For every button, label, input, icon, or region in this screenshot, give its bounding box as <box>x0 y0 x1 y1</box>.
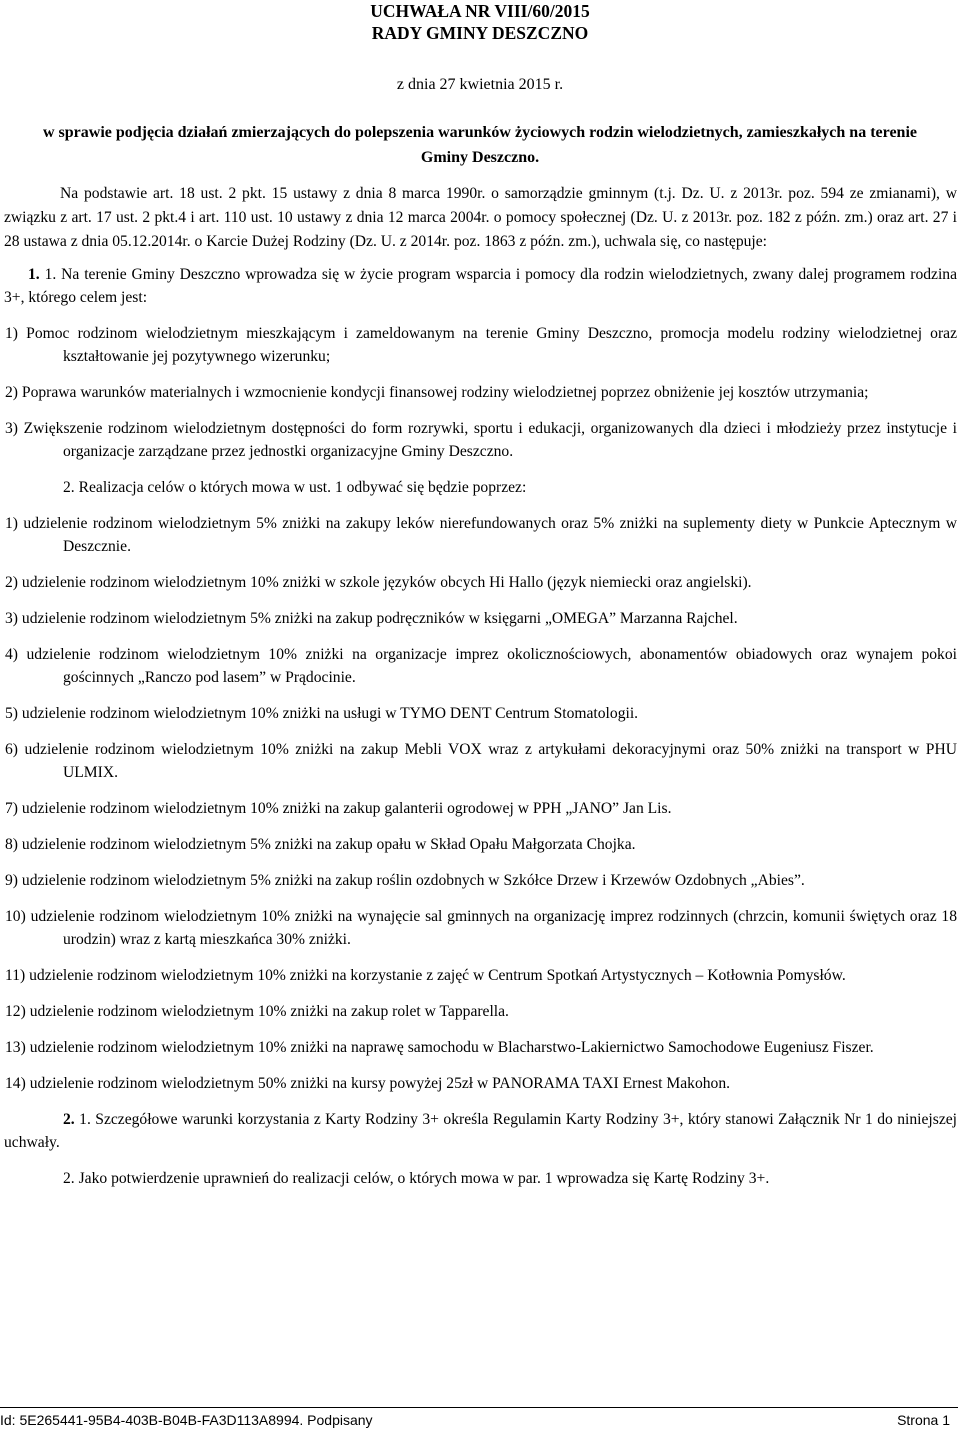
section1-para1 <box>4 263 957 309</box>
action-item: 9) udzielenie rodzinom wielodzietnym 5% zniżki na zakup roślin ozdobnych w Szkółce Drzew i Krzewów Ozdobnych „Abies”. <box>5 872 805 889</box>
resolution-number: UCHWAŁA NR VIII/60/2015 <box>370 1 590 21</box>
preamble: Na podstawie art. 18 ust. 2 pkt. 15 ustawy z dnia 8 marca 1990r. o samorządzie gminnym (t.j. Dz. U. z 2013r. poz. 594 ze zmianami), w związku z art. 17 ust. 2 pkt.4 i art. 110 ust. 10 ustawy z dnia 12 marca 2004r. o pomocy społecznej (Dz. U. z 2013r. poz. 182 z późn. zm.) oraz art. 27 i 28 ustawa z dnia 05.12.2014r. o Karcie Dużej Rodziny (Dz. U. z 2014r. poz. 1863 z późn. zm.), uchwala się, co następuje: <box>4 185 957 250</box>
section1-para1-num: 1. <box>44 266 57 283</box>
goal-item: 3) Zwiększenie rodzinom wielodzietnym dostępności do form rozrywki, sportu i edukacji, organizowanych dla dzieci i młodzieży przez instytucje i organizacje zarządzane przez jednostki organizacyjne Gminy Deszczno. <box>5 420 957 460</box>
section2-para2: 2. Jako potwierdzenie uprawnień do realizacji celów, o których mowa w par. 1 wprowadza się Kartę Rodziny 3+. <box>63 1170 770 1187</box>
page-footer <box>0 1407 958 1429</box>
action-item: 6) udzielenie rodzinom wielodzietnym 10% zniżki na zakup Mebli VOX wraz z artykułami dekoracyjnymi oraz 50% zniżki na transport w PHU ULMIX. <box>5 741 957 781</box>
section2-marker: 2. <box>63 1111 75 1128</box>
action-item: 5) udzielenie rodzinom wielodzietnym 10% zniżki na usługi w TYMO DENT Centrum Stomatologii. <box>5 705 639 722</box>
section1-para2: 2. Realizacja celów o których mowa w ust. 1 odbywać się będzie poprzez: <box>63 479 527 496</box>
action-item: 11) udzielenie rodzinom wielodzietnym 10% zniżki na korzystanie z zajęć w Centrum Spotkań Artystycznych – Kotłownia Pomysłów. <box>5 967 846 984</box>
page-number: Strona 1 <box>897 1412 950 1428</box>
action-item: 2) udzielenie rodzinom wielodzietnym 10% zniżki w szkole języków obcych Hi Hallo (język niemiecki oraz angielski). <box>5 574 752 591</box>
actions-list <box>4 512 957 1095</box>
action-item: 4) udzielenie rodzinom wielodzietnym 10% zniżki na organizacje imprez okolicznościowych, abonamentów obiadowych oraz wynajem pokoi gościnnych „Ranczo pod lasem” w Prądocinie. <box>5 646 957 686</box>
action-item: 12) udzielenie rodzinom wielodzietnym 10% zniżki na zakup rolet w Tapparella. <box>5 1003 509 1020</box>
action-item: 8) udzielenie rodzinom wielodzietnym 5% zniżki na zakup opału w Skład Opału Małgorzata Chojka. <box>5 836 636 853</box>
section1-marker: 1. <box>28 266 40 283</box>
resolution-date: z dnia 27 kwietnia 2015 r. <box>396 76 564 93</box>
section2-para1: 2. 1. Szczegółowe warunki korzystania z Karty Rodziny 3+ określa Regulamin Karty Rodziny 3+, który stanowi Załącznik Nr 1 do niniejszej uchwały. <box>4 1111 957 1151</box>
goal-item: 1) Pomoc rodzinom wielodzietnym mieszkającym i zameldowanym na terenie Gminy Deszczno, promocja modelu rodziny wielodzietnej oraz kształtowanie jej pozytywnego wizerunku; <box>5 325 958 365</box>
action-item: 1) udzielenie rodzinom wielodzietnym 5% zniżki na zakupy leków nierefundowanych oraz 5% zniżki na suplementy diety w Punkcie Aptecznym w Deszcznie. <box>5 515 957 555</box>
document-body <box>4 182 957 1203</box>
action-item: 10) udzielenie rodzinom wielodzietnym 10% zniżki na wynajęcie sal gminnych na organizację imprez rodzinnych (chrzcin, komunii świętych oraz 18 urodzin) wraz z kartą mieszkańca 30% zniżki. <box>5 908 957 948</box>
action-item: 3) udzielenie rodzinom wielodzietnym 5% zniżki na zakup podręczników w księgarni „OMEGA” Marzanna Rajchel. <box>5 610 738 627</box>
action-item: 7) udzielenie rodzinom wielodzietnym 10% zniżki na zakup galanterii ogrodowej w PPH „JANO” Jan Lis. <box>5 800 672 817</box>
section1-para1-text: Na terenie Gminy Deszczno wprowadza się w życie program wsparcia i pomocy dla rodzin wielodzietnych, zwany dalej programem rodzina 3+, którego celem jest: <box>4 266 958 306</box>
resolution-subject: w sprawie podjęcia działań zmierzających do polepszenia warunków życiowych rodzin wielodzietnych, zamieszkałych na terenie Gminy Deszczno. <box>43 124 917 166</box>
goals-list <box>4 322 957 463</box>
document-id: Id: 5E265441-95B4-403B-B04B-FA3D113A8994. Podpisany <box>0 1412 373 1428</box>
goal-item: 2) Poprawa warunków materialnych i wzmocnienie kondycji finansowej rodziny wielodzietnej poprzez obniżenie jej kosztów utrzymania; <box>5 384 869 401</box>
action-item: 13) udzielenie rodzinom wielodzietnym 10% zniżki na naprawę samochodu w Blacharstwo-Lakiernictwo Samochodowe Eugeniusz Fiszer. <box>5 1039 874 1056</box>
action-item: 14) udzielenie rodzinom wielodzietnym 50% zniżki na kursy powyżej 25zł w PANORAMA TAXI Ernest Makohon. <box>5 1075 731 1092</box>
council-name: RADY GMINY DESZCZNO <box>371 23 589 43</box>
